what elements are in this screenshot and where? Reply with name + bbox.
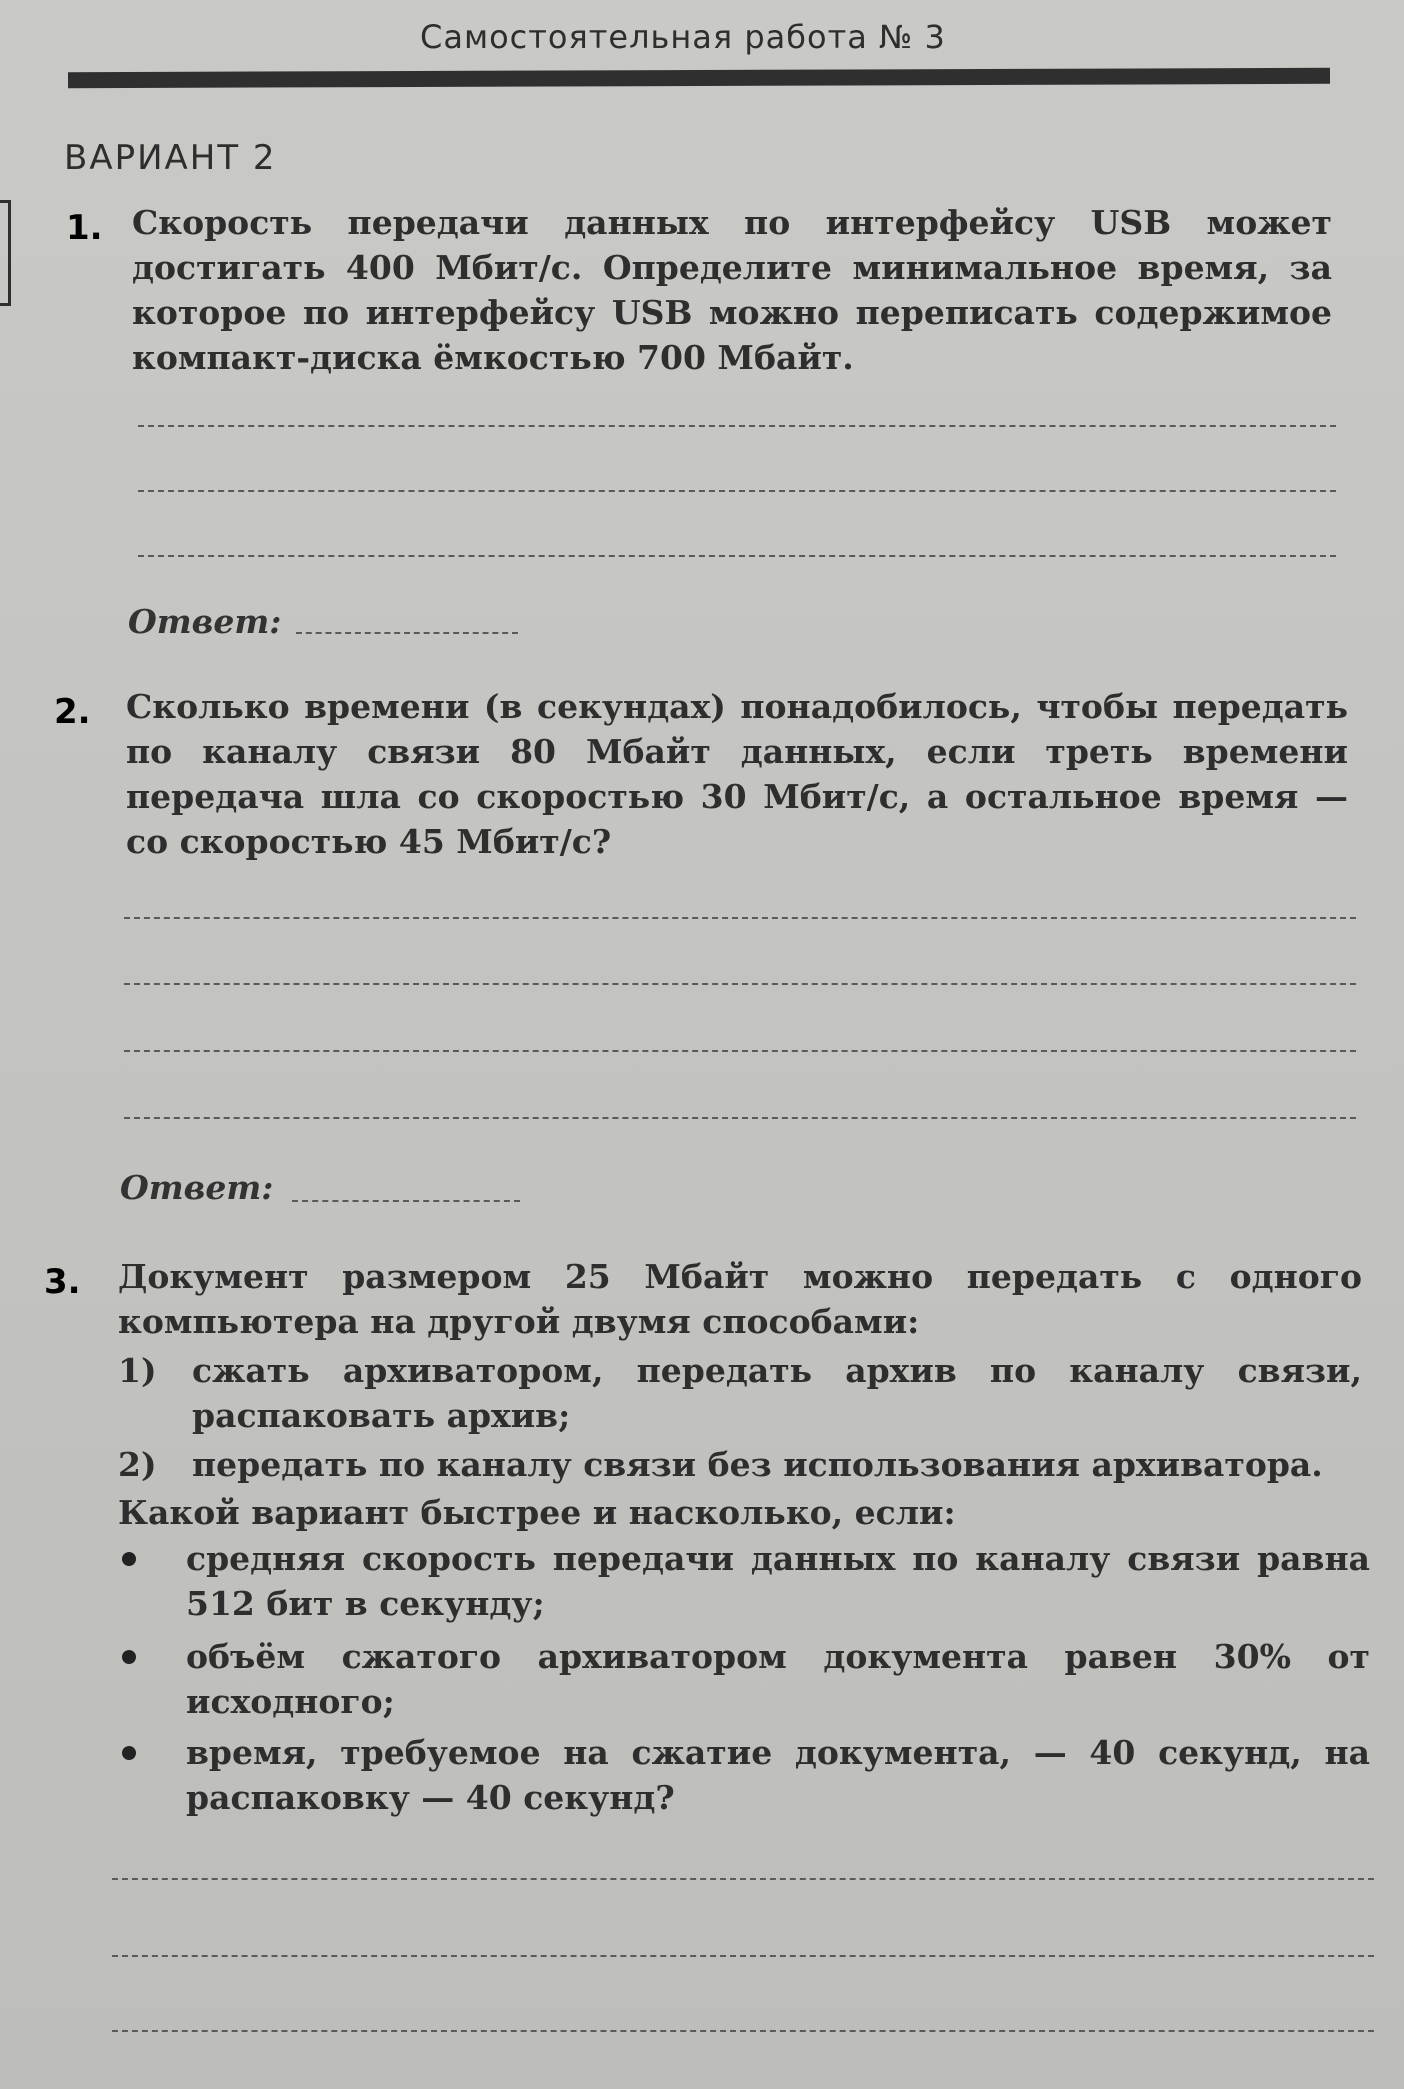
header-rule <box>68 68 1330 88</box>
option-1-text: сжать архиватором, передать архив по каналу связи, распаковать архив; <box>192 1351 1362 1435</box>
option-2-number: 2) <box>118 1445 157 1484</box>
answer-workline[interactable] <box>124 983 1356 985</box>
bullet-dot <box>122 1552 136 1566</box>
answer-workline[interactable] <box>124 1050 1356 1052</box>
task-1-text: Скорость передачи данных по интерфейсу USB может достигать 400 Мбит/с. Определите минимальное время, за которое по интерфейсу USB можно переписать содержимое компакт-диска ёмкостью 700 Мбайт. <box>132 203 1332 377</box>
page-header-title: Самостоятельная работа № 3 <box>420 18 946 56</box>
task-2-answer-label: Ответ: <box>120 1168 274 1207</box>
task-1-answer-field[interactable] <box>296 632 518 634</box>
task-3-number: 3. <box>44 1262 81 1302</box>
answer-workline[interactable] <box>138 555 1336 557</box>
answer-workline[interactable] <box>112 1955 1374 1957</box>
bullet-dot <box>122 1746 136 1760</box>
condition-2-text: объём сжатого архиватором документа равен 30% от исходного; <box>186 1637 1370 1721</box>
bullet-dot <box>122 1650 136 1664</box>
answer-workline[interactable] <box>124 917 1356 919</box>
answer-workline[interactable] <box>138 425 1336 427</box>
answer-workline[interactable] <box>112 1878 1374 1880</box>
answer-workline[interactable] <box>138 490 1336 492</box>
condition-1-text: средняя скорость передачи данных по каналу связи равна 512 бит в секунду; <box>186 1539 1370 1623</box>
task-2-number: 2. <box>54 692 91 732</box>
answer-workline[interactable] <box>112 2030 1374 2032</box>
option-2-text: передать по каналу связи без использования архиватора. <box>192 1445 1323 1484</box>
task-1-answer-label: Ответ: <box>128 602 282 641</box>
task-2-text: Сколько времени (в секундах) понадобилось, чтобы передать по каналу связи 80 Мбайт данных, если треть времени передача шла со скоростью 30 Мбит/с, а остальное время — со скоростью 45 Мбит/с? <box>126 687 1348 861</box>
task-2-answer-field[interactable] <box>292 1200 520 1202</box>
condition-3-text: время, требуемое на сжатие документа, — 40 секунд, на распаковку — 40 секунд? <box>186 1733 1370 1817</box>
margin-bracket <box>0 200 11 306</box>
answer-workline[interactable] <box>124 1117 1356 1119</box>
task-3-question: Какой вариант быстрее и насколько, если: <box>118 1493 956 1532</box>
task-1-number: 1. <box>66 208 103 248</box>
task-3-intro: Документ размером 25 Мбайт можно передать с одного компьютера на другой двумя способами: <box>118 1257 1362 1341</box>
variant-label: ВАРИАНТ 2 <box>64 138 277 178</box>
option-1-number: 1) <box>118 1351 157 1390</box>
